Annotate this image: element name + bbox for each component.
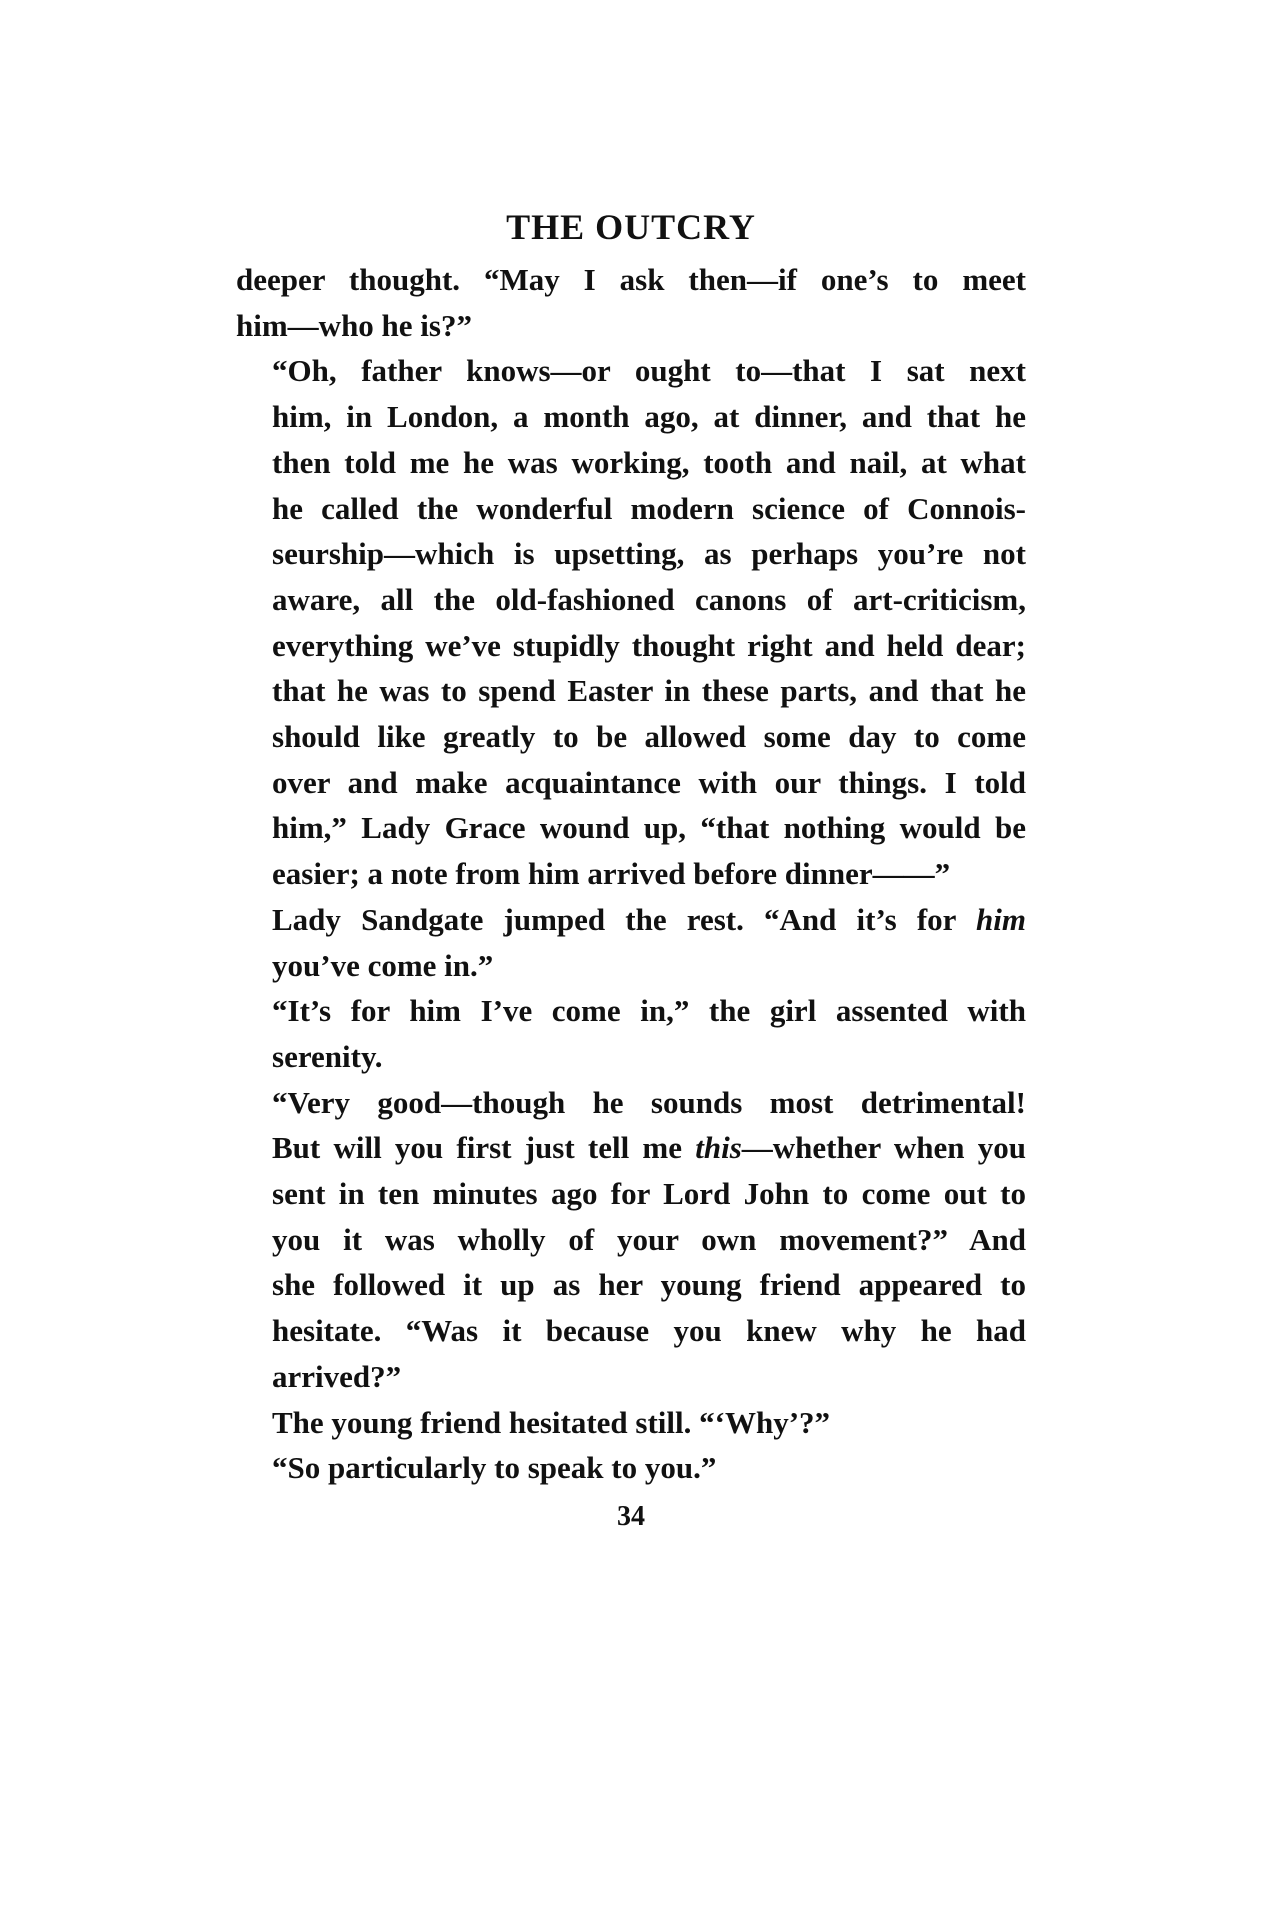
text-line: deeper thought. “May I ask then—if one’s to meet <box>236 262 1026 297</box>
text-line: “Oh, father knows—or ought to—that I sat next <box>272 353 1026 389</box>
paragraph <box>236 1445 1026 1491</box>
paragraph <box>236 257 1026 348</box>
text-line: him,” Lady Grace wound up, “that nothing would be <box>272 810 1026 846</box>
text-line: him—who he is?” <box>236 307 472 343</box>
text-line: serenity. <box>272 1038 383 1074</box>
text-line: over and make acquaintance with our things. I told <box>272 764 1026 800</box>
text-line: then told me he was working, tooth and nail, at what <box>272 444 1026 480</box>
text-run: Lady Sandgate jumped the rest. “And it’s for <box>272 901 977 937</box>
text-line <box>236 897 1026 943</box>
text-line: should like greatly to be allowed some day to come <box>272 719 1026 755</box>
emphasis-this: this <box>695 1130 742 1166</box>
book-page <box>236 200 1026 1539</box>
text-line: sent in ten minutes ago for Lord John to come out to <box>272 1176 1026 1212</box>
page-number: 34 <box>617 1500 645 1532</box>
paragraph <box>236 897 1026 988</box>
paragraph <box>236 988 1026 1079</box>
text-line: easier; a note from him arrived before dinner——” <box>272 856 951 892</box>
text-line: hesitate. “Was it because you knew why he had <box>272 1313 1026 1349</box>
running-head: THE OUTCRY <box>506 207 756 247</box>
text-line: The young friend hesitated still. “‘Why’?” <box>272 1404 831 1440</box>
text-run: But will you first just tell me <box>272 1130 696 1166</box>
paragraph <box>236 1400 1026 1446</box>
paragraph <box>236 1080 1026 1400</box>
text-line: seurship—which is upsetting, as perhaps you’re not <box>272 536 1026 572</box>
text-line <box>236 1125 1026 1171</box>
text-line: you’ve come in.” <box>272 947 494 983</box>
text-line: him, in London, a month ago, at dinner, and that he <box>272 399 1026 435</box>
text-line: “Very good—though he sounds most detrimental! <box>272 1084 1026 1120</box>
text-line: that he was to spend Easter in these parts, and that he <box>272 673 1026 709</box>
text-run: —whether when you <box>741 1130 1026 1166</box>
text-line: aware, all the old-fashioned canons of art-criticism, <box>272 581 1026 617</box>
emphasis-him: him <box>976 901 1026 937</box>
paragraph <box>236 348 1026 896</box>
text-line: he called the wonderful modern science of Connois- <box>272 490 1026 526</box>
text-line: everything we’ve stupidly thought right and held dear; <box>272 627 1026 663</box>
text-line: arrived?” <box>272 1358 402 1394</box>
text-line: you it was wholly of your own movement?” And <box>272 1221 1026 1257</box>
text-line: “It’s for him I’ve come in,” the girl assented with <box>272 993 1026 1029</box>
body-text <box>236 257 1026 1491</box>
text-line: “So particularly to speak to you.” <box>272 1450 717 1486</box>
text-line: she followed it up as her young friend appeared to <box>272 1267 1026 1303</box>
